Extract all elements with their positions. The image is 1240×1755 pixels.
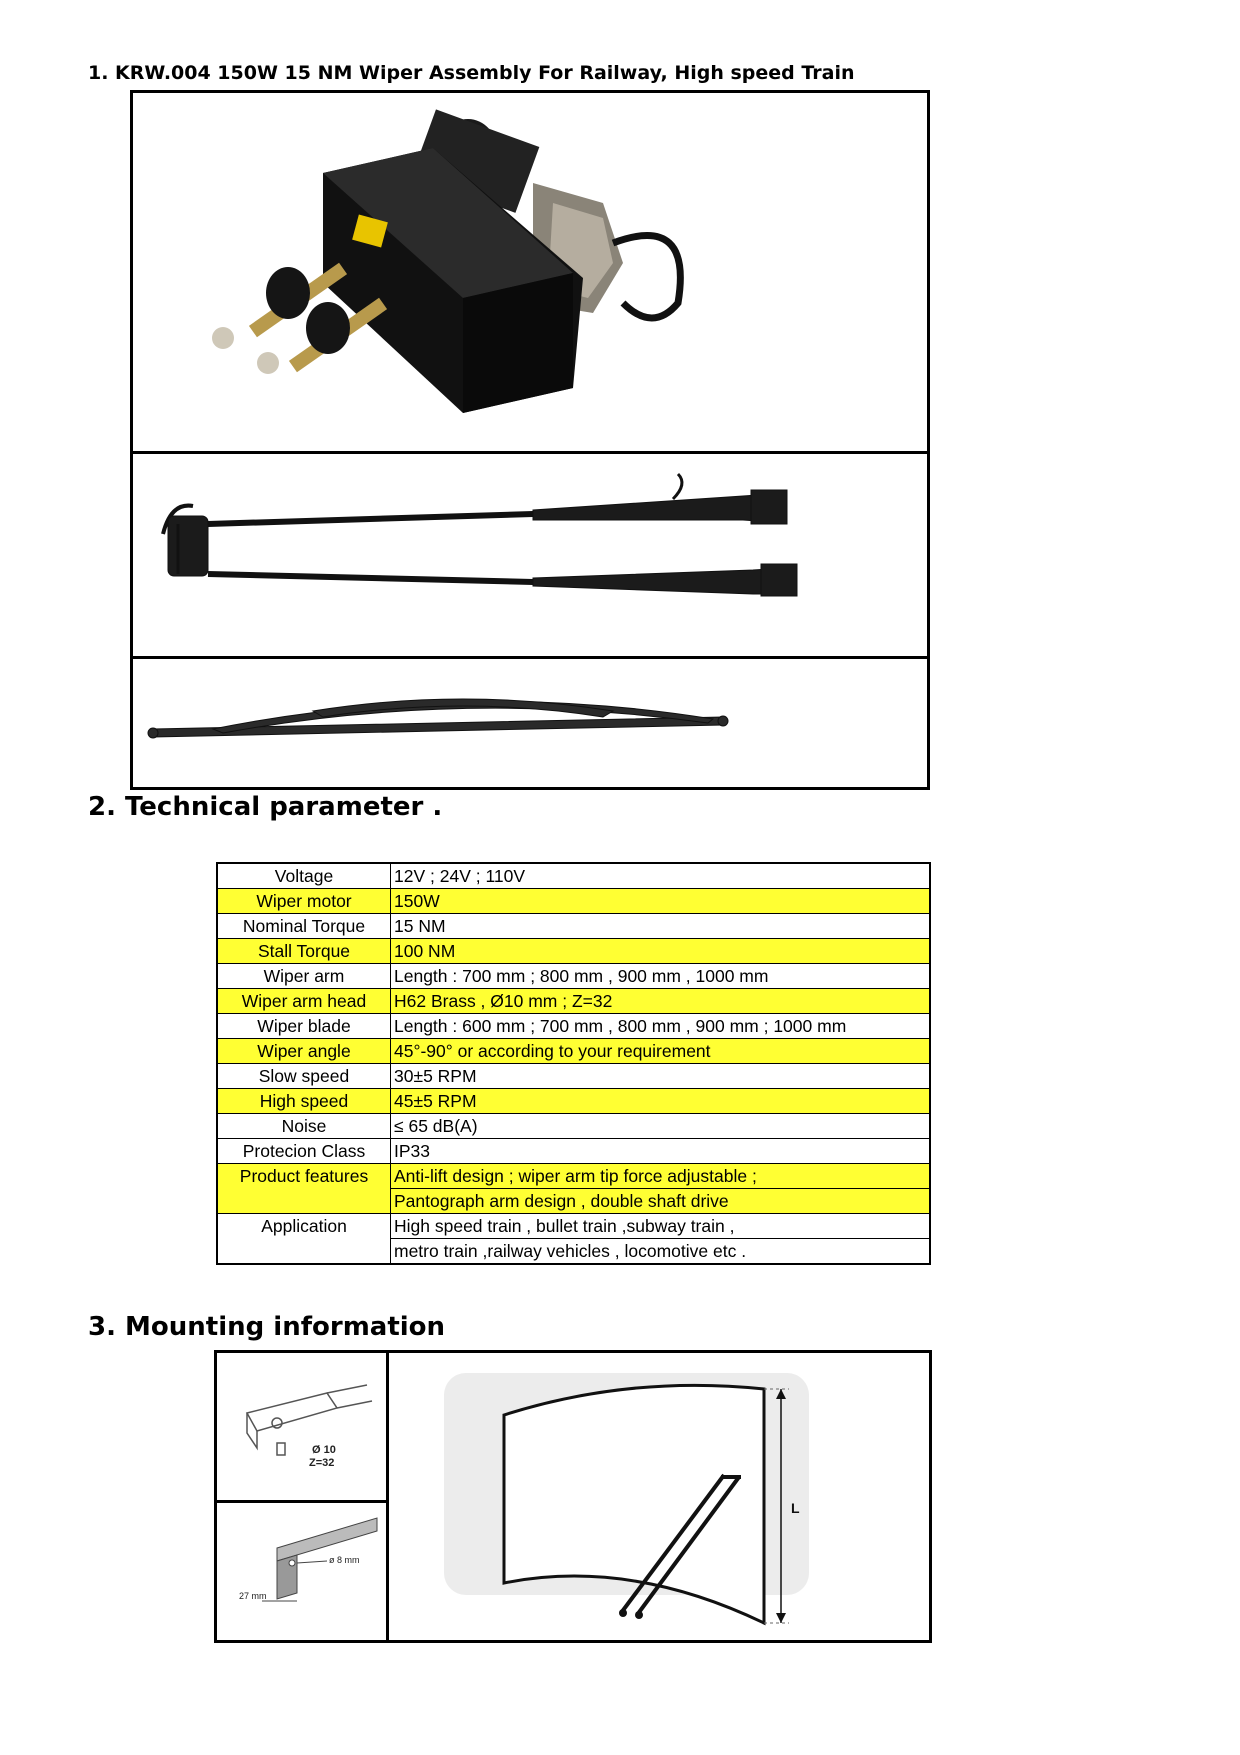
param-label: Wiper arm head [217, 989, 391, 1014]
param-value: 12V ; 24V ; 110V [391, 863, 931, 889]
param-label-continued [217, 1239, 391, 1265]
table-row [217, 1139, 930, 1164]
param-value: 45±5 RPM [391, 1089, 931, 1114]
wiper-motor-drawing [133, 93, 927, 451]
param-value: 150W [391, 889, 931, 914]
table-row [217, 889, 930, 914]
table-row [217, 1039, 930, 1064]
param-value: 100 NM [391, 939, 931, 964]
table-row [217, 939, 930, 964]
arm-head-detail [217, 1353, 386, 1503]
param-value: Length : 700 mm ; 800 mm , 900 mm , 1000 mm [391, 964, 931, 989]
param-value: Length : 600 mm ; 700 mm , 800 mm , 900 mm ; 1000 mm [391, 1014, 931, 1039]
param-label-continued [217, 1189, 391, 1214]
table-row [217, 1214, 930, 1239]
param-value-continued: metro train ,railway vehicles , locomotive etc . [391, 1239, 931, 1265]
length-label: L [791, 1500, 800, 1516]
table-row [217, 1189, 930, 1214]
arm-head-diameter-label: Ø 10 [312, 1444, 336, 1456]
param-label: Noise [217, 1114, 391, 1139]
wiper-blade-drawing [133, 659, 927, 787]
wiper-motor-image [133, 93, 927, 451]
table-row [217, 1089, 930, 1114]
table-row [217, 863, 930, 889]
param-value: High speed train , bullet train ,subway train , [391, 1214, 931, 1239]
table-row [217, 1239, 930, 1265]
product-photo-panel [130, 90, 930, 790]
param-value: 15 NM [391, 914, 931, 939]
table-row [217, 1164, 930, 1189]
param-value: H62 Brass , Ø10 mm ; Z=32 [391, 989, 931, 1014]
param-label: Protecion Class [217, 1139, 391, 1164]
param-label: Wiper arm [217, 964, 391, 989]
wiper-blade-image [133, 656, 927, 787]
table-row [217, 1064, 930, 1089]
param-label: Wiper motor [217, 889, 391, 914]
param-value-continued: Pantograph arm design , double shaft drive [391, 1189, 931, 1214]
bracket-hole-label: ø 8 mm [329, 1555, 360, 1565]
param-value: Anti-lift design ; wiper arm tip force adjustable ; [391, 1164, 931, 1189]
table-row [217, 964, 930, 989]
product-title: 1. KRW.004 150W 15 NM Wiper Assembly For Railway, High speed Train [88, 62, 855, 84]
mounting-title: 3. Mounting information [88, 1312, 446, 1342]
param-value: 30±5 RPM [391, 1064, 931, 1089]
table-row [217, 1114, 930, 1139]
param-label: Wiper angle [217, 1039, 391, 1064]
bracket-detail [217, 1503, 386, 1640]
param-label: Nominal Torque [217, 914, 391, 939]
windshield-diagram [389, 1353, 929, 1640]
param-label: Voltage [217, 863, 391, 889]
bracket-drawing [217, 1503, 383, 1637]
param-label: Application [217, 1214, 391, 1239]
wiper-arm-drawing [133, 454, 927, 656]
table-row [217, 989, 930, 1014]
param-value: IP33 [391, 1139, 931, 1164]
param-value: 45°-90° or according to your requirement [391, 1039, 931, 1064]
param-value: ≤ 65 dB(A) [391, 1114, 931, 1139]
table-row [217, 914, 930, 939]
wiper-arm-image [133, 451, 927, 656]
arm-head-teeth-label: Z=32 [309, 1457, 335, 1469]
table-row [217, 1014, 930, 1039]
arm-head-drawing [217, 1353, 383, 1500]
windshield-drawing [389, 1353, 929, 1640]
param-label: Stall Torque [217, 939, 391, 964]
param-label: Slow speed [217, 1064, 391, 1089]
technical-parameter-table [216, 862, 931, 1265]
technical-title: 2. Technical parameter . [88, 792, 443, 822]
bracket-width-label: 27 mm [239, 1591, 267, 1601]
mounting-diagram-panel [214, 1350, 932, 1643]
mounting-details [217, 1353, 389, 1640]
param-label: High speed [217, 1089, 391, 1114]
param-label: Wiper blade [217, 1014, 391, 1039]
param-label: Product features [217, 1164, 391, 1189]
